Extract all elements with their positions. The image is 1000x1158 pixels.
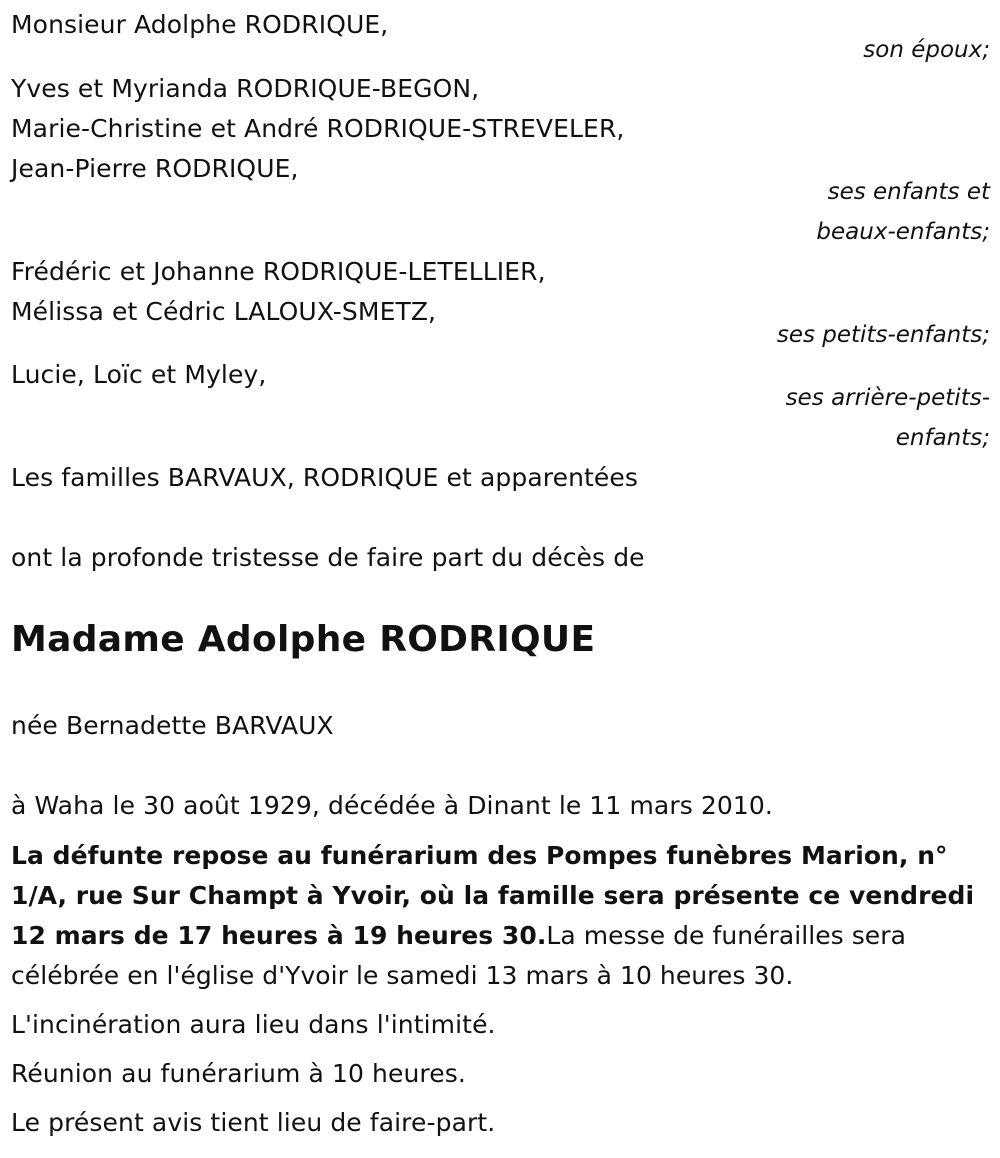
children-role-continued: beaux-enfants; [816,219,990,245]
birth-name: née Bernadette BARVAUX [11,711,334,740]
life-dates: à Waha le 30 août 1929, décédée à Dinant le 11 mars 2010. [11,791,773,820]
mass-info: La messe de funérailles sera célébrée en l'église d'Yvoir le samedi 13 mars à 10 heures 30. [11,921,906,990]
repose-info: La défunte repose au funérarium des Pompes funèbres Marion, n° 1/A, rue Sur Champt à Yvoir, où la famille sera présente ce vendredi 12 mars de 17 heures à 19 heures 30. [11,841,975,950]
cremation-info: L'incinération aura lieu dans l'intimité. [11,1010,496,1039]
announcement: ont la profonde tristesse de faire part du décès de [11,543,645,572]
children-role: ses enfants et [827,179,990,205]
funeral-details [11,836,996,996]
child-line: Yves et Myrianda RODRIQUE-BEGON, [11,74,480,103]
deceased-name: Madame Adolphe RODRIQUE [11,619,596,660]
notice-info: Le présent avis tient lieu de faire-part. [11,1108,496,1137]
great-grandchildren: Lucie, Loïc et Myley, [11,360,267,389]
grandchild-line: Frédéric et Johanne RODRIQUE-LETELLIER, [11,257,546,286]
great-grandchildren-role: ses arrière-petits- [785,385,990,411]
great-grandchildren-role-continued: enfants; [895,425,990,451]
child-line: Marie-Christine et André RODRIQUE-STREVELER, [11,114,625,143]
spouse-role: son époux; [863,37,990,63]
child-line: Jean-Pierre RODRIQUE, [11,154,299,183]
grandchildren-role: ses petits-enfants; [776,322,990,348]
families-line: Les familles BARVAUX, RODRIQUE et apparentées [11,463,638,492]
grandchild-line: Mélissa et Cédric LALOUX-SMETZ, [11,297,437,326]
spouse-name: Monsieur Adolphe RODRIQUE, [11,10,389,39]
meeting-info: Réunion au funérarium à 10 heures. [11,1059,466,1088]
